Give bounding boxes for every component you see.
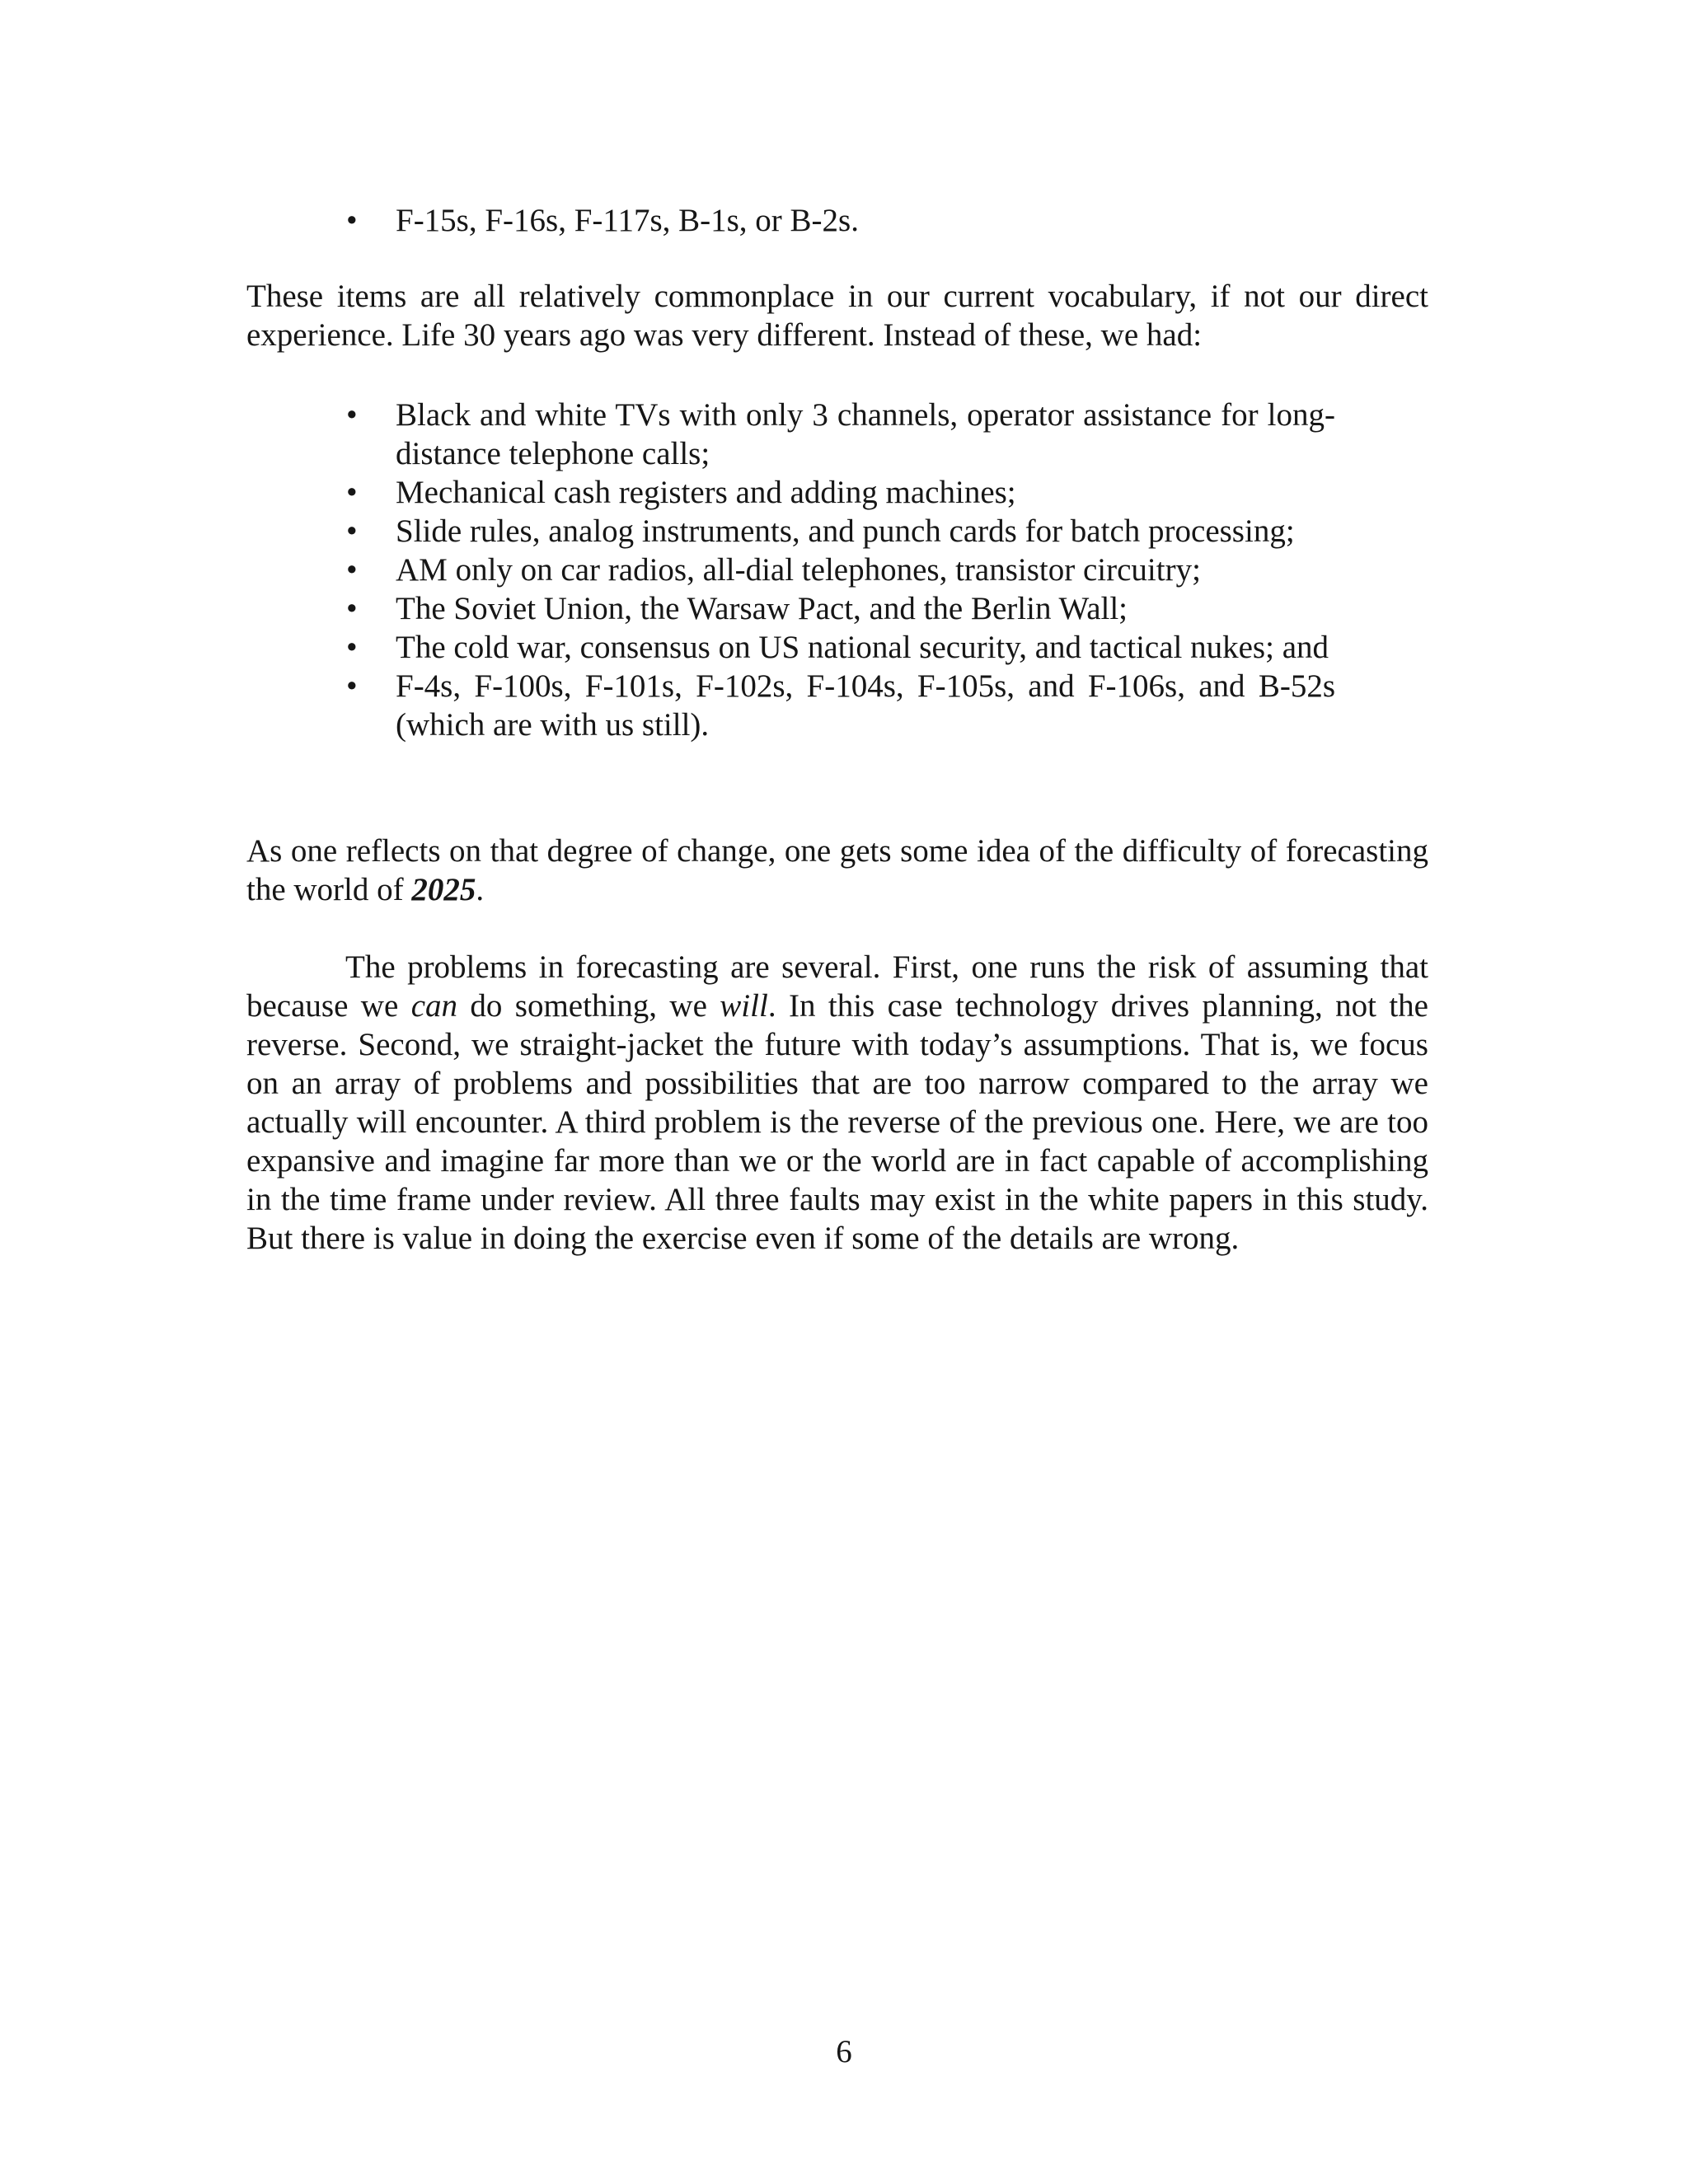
list-item-text: F-4s, F-100s, F-101s, F-102s, F-104s, F-105s, and F-106s, and B-52s (which are with us still). [396, 668, 1335, 743]
continued-bullet-list [346, 201, 1418, 240]
bullet-icon: • [346, 397, 358, 433]
list-item [346, 589, 1335, 628]
intro-paragraph: These items are all relatively commonplace in our current vocabulary, if not our direct experience. Life 30 years ago was very different. Instead of these, we had: [246, 279, 1428, 353]
paragraph-text: do something, we [457, 988, 720, 1024]
bullet-icon: • [346, 475, 358, 510]
list-item [346, 396, 1335, 473]
list-item-text: The Soviet Union, the Warsaw Pact, and the Berlin Wall; [396, 591, 1128, 626]
list-item [346, 667, 1335, 744]
italic-emphasis: can [410, 988, 457, 1024]
page-number: 6 [836, 2034, 852, 2069]
italic-emphasis: will [720, 988, 768, 1024]
year-emphasis: 2025 [411, 872, 476, 907]
list-item [346, 628, 1335, 667]
reflection-paragraph [246, 832, 1428, 909]
list-item-text: Black and white TVs with only 3 channels, operator assistance for long-distance telephone calls; [396, 397, 1335, 471]
paragraph-text: . In this case technology drives planning, not the reverse. Second, we straight-jacket the future with today’s assumptions. That is, we focus on an array of problems and possibilities that are too narrow compared to the array we actually will encounter. A third problem is the reverse of the previous one. Here, we are too expansive and imagine far more than we or the world are in fact capable of accomplishing in the time frame under review. All three faults may exist in the white papers in this study. But there is value in doing the exercise even if some of the details are wrong. [246, 988, 1428, 1256]
bullet-icon: • [346, 203, 358, 238]
forecasting-problems-paragraph [246, 948, 1428, 1258]
paragraph-text: As one reflects on that degree of change, one gets some idea of the difficulty of forecasting the world of [246, 833, 1428, 907]
bullet-icon: • [346, 630, 358, 665]
list-item-text: Slide rules, analog instruments, and punch cards for batch processing; [396, 513, 1295, 549]
bullet-icon: • [346, 591, 358, 626]
list-item [346, 512, 1335, 551]
list-item [346, 473, 1335, 512]
list-item-text: F-15s, F-16s, F-117s, B-1s, or B-2s. [396, 203, 859, 238]
list-item [346, 551, 1335, 589]
past-items-bullet-list [346, 396, 1335, 744]
bullet-icon: • [346, 552, 358, 588]
list-item [346, 201, 1418, 240]
paragraph-text: The problems in forecasting are several. First, one runs the risk of assuming that because we [246, 949, 1428, 1024]
list-item-text: AM only on car radios, all-dial telephones, transistor circuitry; [396, 552, 1201, 588]
list-item-text: Mechanical cash registers and adding machines; [396, 475, 1016, 510]
bullet-icon: • [346, 513, 358, 549]
bullet-icon: • [346, 668, 358, 704]
list-item-text: The cold war, consensus on US national security, and tactical nukes; and [396, 630, 1329, 665]
paragraph-text: . [476, 872, 485, 907]
